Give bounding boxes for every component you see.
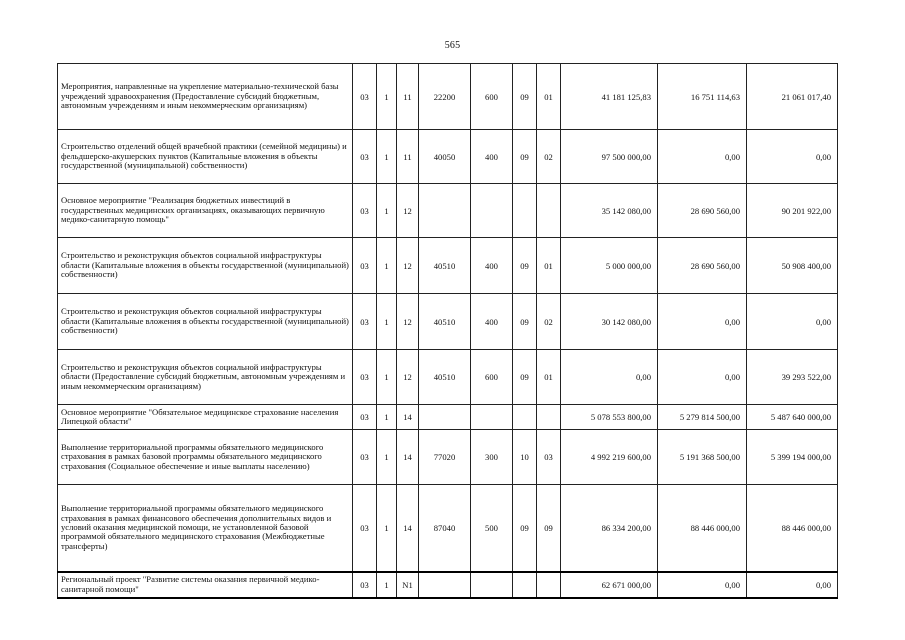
amount-year-1: 86 334 200,00 <box>561 485 658 572</box>
row-name: Строительство и реконструкция объектов социальной инфраструктуры области (Капитальные вложения в объекты государственной (муниципальной) собственности) <box>58 238 353 294</box>
section-code: 09 <box>513 64 537 130</box>
amount-year-2: 0,00 <box>658 130 747 184</box>
subsection-code: 09 <box>537 485 561 572</box>
table-row <box>58 405 838 430</box>
expense-type-code: 400 <box>471 238 513 294</box>
amount-year-2: 0,00 <box>658 572 747 598</box>
direction-code: 40510 <box>419 238 471 294</box>
amount-year-1: 62 671 000,00 <box>561 572 658 598</box>
subsection-code: 01 <box>537 350 561 405</box>
amount-year-3: 88 446 000,00 <box>747 485 838 572</box>
amount-year-3: 39 293 522,00 <box>747 350 838 405</box>
amount-year-2: 0,00 <box>658 350 747 405</box>
activity-code: 12 <box>397 238 419 294</box>
subprogram-code: 1 <box>377 572 397 598</box>
table-row <box>58 184 838 238</box>
row-name: Строительство и реконструкция объектов социальной инфраструктуры области (Капитальные вложения в объекты государственной (муниципальной) собственности) <box>58 294 353 350</box>
row-name: Основное мероприятие "Реализация бюджетных инвестиций в государственных медицинских организациях, оказывающих первичную медико-санитарную помощь" <box>58 184 353 238</box>
subprogram-code: 1 <box>377 130 397 184</box>
row-name: Строительство отделений общей врачебной практики (семейной медицины) и фельдшерско-акушерских пунктов (Капитальные вложения в объекты государственной (муниципальной) собственности) <box>58 130 353 184</box>
subsection-code: 02 <box>537 130 561 184</box>
expense-type-code: 400 <box>471 130 513 184</box>
expense-type-code: 600 <box>471 350 513 405</box>
direction-code: 40050 <box>419 130 471 184</box>
program-code: 03 <box>353 350 377 405</box>
row-name: Мероприятия, направленные на укрепление материально-технической базы учреждений здравоохранения (Предоставление субсидий бюджетным, автономным учреждениям и иным некоммерческим организациям) <box>58 64 353 130</box>
expense-type-code <box>471 184 513 238</box>
amount-year-3: 0,00 <box>747 130 838 184</box>
activity-code: 12 <box>397 184 419 238</box>
table-row <box>58 350 838 405</box>
program-code: 03 <box>353 430 377 485</box>
amount-year-2: 0,00 <box>658 294 747 350</box>
program-code: 03 <box>353 294 377 350</box>
amount-year-3: 5 487 640 000,00 <box>747 405 838 430</box>
program-code: 03 <box>353 64 377 130</box>
expense-type-code: 400 <box>471 294 513 350</box>
amount-year-1: 35 142 080,00 <box>561 184 658 238</box>
direction-code <box>419 184 471 238</box>
amount-year-1: 0,00 <box>561 350 658 405</box>
section-code <box>513 184 537 238</box>
direction-code <box>419 572 471 598</box>
expense-type-code <box>471 405 513 430</box>
section-code <box>513 572 537 598</box>
amount-year-3: 90 201 922,00 <box>747 184 838 238</box>
expense-type-code: 300 <box>471 430 513 485</box>
activity-code: 14 <box>397 430 419 485</box>
subsection-code <box>537 184 561 238</box>
table-row <box>58 485 838 572</box>
activity-code: 12 <box>397 350 419 405</box>
amount-year-1: 97 500 000,00 <box>561 130 658 184</box>
program-code: 03 <box>353 184 377 238</box>
activity-code: 12 <box>397 294 419 350</box>
amount-year-1: 41 181 125,83 <box>561 64 658 130</box>
activity-code: N1 <box>397 572 419 598</box>
expense-type-code: 600 <box>471 64 513 130</box>
program-code: 03 <box>353 572 377 598</box>
activity-code: 11 <box>397 64 419 130</box>
amount-year-2: 28 690 560,00 <box>658 238 747 294</box>
amount-year-2: 5 191 368 500,00 <box>658 430 747 485</box>
amount-year-3: 0,00 <box>747 572 838 598</box>
subsection-code: 01 <box>537 64 561 130</box>
subprogram-code: 1 <box>377 64 397 130</box>
row-name: Строительство и реконструкция объектов социальной инфраструктуры области (Предоставление субсидий бюджетным, автономным учреждениям и иным некоммерческим организациям) <box>58 350 353 405</box>
table-row <box>58 430 838 485</box>
section-code: 09 <box>513 294 537 350</box>
amount-year-1: 5 000 000,00 <box>561 238 658 294</box>
row-name: Выполнение территориальной программы обязательного медицинского страхования в рамках базовой программы обязательного медицинского страхования (Социальное обеспечение и иные выплаты населению) <box>58 430 353 485</box>
budget-table <box>57 63 838 599</box>
amount-year-2: 5 279 814 500,00 <box>658 405 747 430</box>
subsection-code <box>537 405 561 430</box>
activity-code: 14 <box>397 485 419 572</box>
expense-type-code: 500 <box>471 485 513 572</box>
activity-code: 11 <box>397 130 419 184</box>
amount-year-3: 5 399 194 000,00 <box>747 430 838 485</box>
direction-code: 87040 <box>419 485 471 572</box>
amount-year-3: 50 908 400,00 <box>747 238 838 294</box>
table-row <box>58 238 838 294</box>
page-number: 565 <box>444 40 461 51</box>
subprogram-code: 1 <box>377 184 397 238</box>
subprogram-code: 1 <box>377 350 397 405</box>
direction-code: 77020 <box>419 430 471 485</box>
subsection-code: 01 <box>537 238 561 294</box>
amount-year-2: 16 751 114,63 <box>658 64 747 130</box>
section-code: 09 <box>513 130 537 184</box>
direction-code: 22200 <box>419 64 471 130</box>
subprogram-code: 1 <box>377 405 397 430</box>
table-row <box>58 64 838 130</box>
program-code: 03 <box>353 405 377 430</box>
direction-code <box>419 405 471 430</box>
subprogram-code: 1 <box>377 238 397 294</box>
expense-type-code <box>471 572 513 598</box>
table-row <box>58 130 838 184</box>
program-code: 03 <box>353 485 377 572</box>
table-row <box>58 294 838 350</box>
direction-code: 40510 <box>419 294 471 350</box>
row-name: Выполнение территориальной программы обязательного медицинского страхования в рамках финансового обеспечения дополнительных видов и условий оказания медицинской помощи, не установленной базовой программой обязательного медицинского страхования (Межбюджетные трансферты) <box>58 485 353 572</box>
section-code: 09 <box>513 350 537 405</box>
subsection-code: 02 <box>537 294 561 350</box>
amount-year-3: 0,00 <box>747 294 838 350</box>
section-code: 10 <box>513 430 537 485</box>
subprogram-code: 1 <box>377 294 397 350</box>
subsection-code: 03 <box>537 430 561 485</box>
section-code: 09 <box>513 238 537 294</box>
row-name: Региональный проект "Развитие системы оказания первичной медико-санитарной помощи" <box>58 572 353 598</box>
section-code <box>513 405 537 430</box>
activity-code: 14 <box>397 405 419 430</box>
direction-code: 40510 <box>419 350 471 405</box>
amount-year-2: 28 690 560,00 <box>658 184 747 238</box>
section-code: 09 <box>513 485 537 572</box>
row-name: Основное мероприятие "Обязательное медицинское страхование населения Липецкой области" <box>58 405 353 430</box>
amount-year-2: 88 446 000,00 <box>658 485 747 572</box>
program-code: 03 <box>353 238 377 294</box>
subprogram-code: 1 <box>377 485 397 572</box>
subprogram-code: 1 <box>377 430 397 485</box>
table-row <box>58 572 838 598</box>
amount-year-1: 4 992 219 600,00 <box>561 430 658 485</box>
amount-year-1: 5 078 553 800,00 <box>561 405 658 430</box>
amount-year-3: 21 061 017,40 <box>747 64 838 130</box>
subsection-code <box>537 572 561 598</box>
amount-year-1: 30 142 080,00 <box>561 294 658 350</box>
program-code: 03 <box>353 130 377 184</box>
